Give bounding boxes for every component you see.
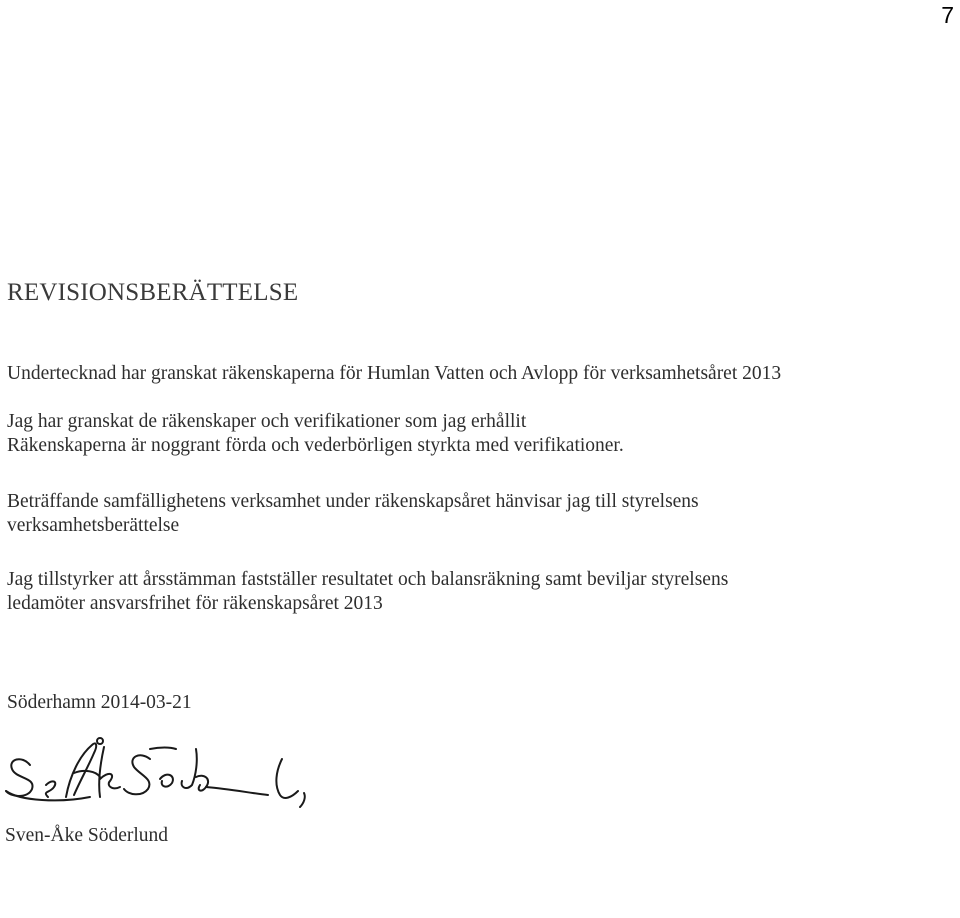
paragraph-line: Jag har granskat de räkenskaper och verifikationer som jag erhållit (7, 411, 527, 432)
signer-name: Sven-Åke Söderlund (5, 825, 169, 846)
document-title: REVISIONSBERÄTTELSE (7, 279, 299, 306)
handwritten-signature (0, 735, 330, 815)
paragraph-intro (7, 362, 781, 386)
paragraph-line: Beträffande samfällighetens verksamhet under räkenskapsåret hänvisar jag till styrelsens (7, 491, 699, 512)
place-and-date: Söderhamn 2014-03-21 (7, 692, 192, 713)
paragraph-line: verksamhetsberättelse (7, 515, 180, 536)
paragraph-review (7, 410, 624, 458)
paragraph-line: Räkenskaperna är noggrant förda och vederbörligen styrkta med verifikationer. (7, 435, 624, 456)
paragraph-line: Jag tillstyrker att årsstämman fastställer resultatet och balansräkning samt beviljar styrelsens (7, 569, 729, 590)
paragraph-line: Undertecknad har granskat räkenskaperna för Humlan Vatten och Avlopp för verksamhetsåret 2013 (7, 363, 782, 384)
paragraph-activities (7, 490, 699, 538)
paragraph-recommendation (7, 568, 728, 616)
paragraph-line: ledamöter ansvarsfrihet för räkenskapsåret 2013 (7, 593, 383, 614)
page-number: 7 (941, 2, 954, 28)
